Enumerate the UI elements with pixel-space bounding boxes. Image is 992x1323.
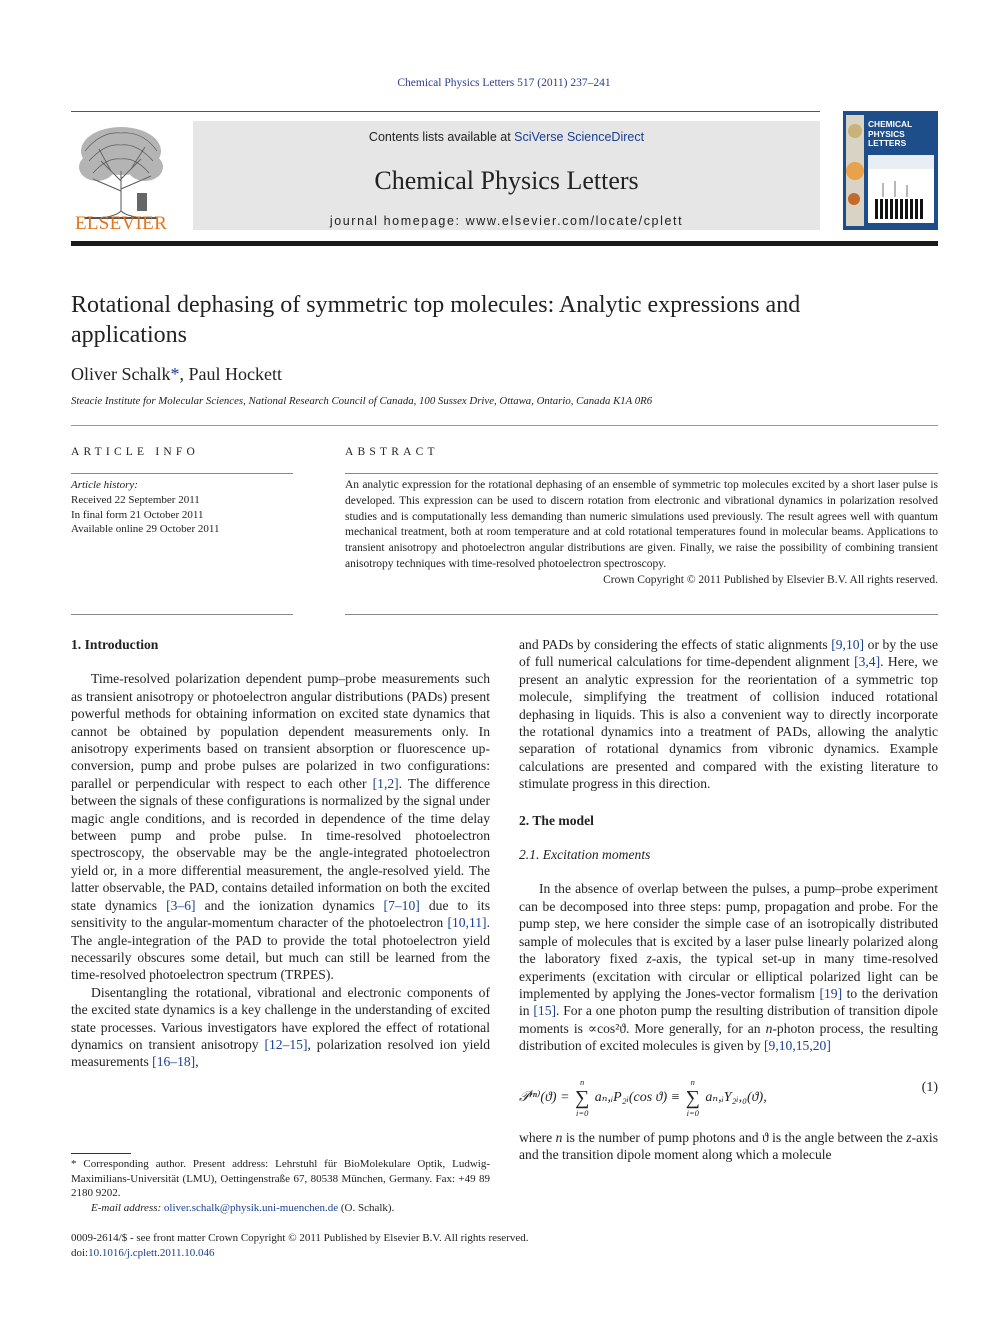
equation-term: aₙ,ᵢP₂ᵢ(cos ϑ) ≡ [594,1089,681,1105]
sum-lower-limit: i=0 [575,1107,589,1118]
sum-upper-limit: n [580,1076,585,1087]
corresponding-author-note [71,1157,490,1201]
homepage-url[interactable]: www.elsevier.com/locate/cplett [465,214,684,228]
journal-cover-thumbnail [843,111,938,230]
divider [71,473,293,474]
final-form-date: In final form 21 October 2011 [71,508,204,521]
text-run: -axis, the typical set-up in many time-resolved experiments (excitation with circular or elliptical polarized light can be implemented by applying the Jones-vector formalism [519,951,938,1001]
body-column-right [519,636,938,1163]
abstract-heading: ABSTRACT [345,446,439,458]
cover-title-line3: LETTERS [868,138,907,149]
sum-lower-limit: i=0 [686,1107,699,1118]
paragraph [519,880,938,1054]
divider [345,473,938,474]
text-run: due to its sensitivity to the angular-momentum character of the photoelectron [71,897,491,931]
paragraph [71,984,490,1071]
section-heading: 1. Introduction [71,637,159,652]
footnote-text: Corresponding author. Present address: Lehrstuhl für BioMolekulare Optik, Ludwig-Maximilians-Universität (LMU), Oettingenstraße 67, 80538 München, Germany. Fax: +49 89 2180 9202. [71,1158,490,1200]
author-separator: , [179,364,189,384]
email-label: E-mail address: [91,1201,164,1214]
email-link[interactable]: oliver.schalk@physik.uni-muenchen.de [163,1201,339,1214]
doi-link[interactable]: 10.1016/j.cplett.2011.10.046 [88,1246,215,1259]
divider [71,614,293,615]
contents-line [193,130,820,144]
text-run: -axis and the transition dipole moment along which a molecule [519,1129,939,1162]
online-date: Available online 29 October 2011 [71,523,220,536]
author-name: Oliver Schalk [71,364,171,384]
masthead-top-rule [71,111,820,112]
doi-line [71,1246,528,1261]
article-history [71,478,219,537]
math-symbol: z [906,1129,912,1145]
masthead-banner [193,121,820,230]
corresponding-author-marker[interactable]: * [170,364,180,384]
masthead-bottom-rule [71,241,938,246]
citation-link[interactable]: [9,10,15,20] [764,1038,831,1054]
text-run: to the derivation in [519,985,938,1019]
equation-term: aₙ,ᵢY₂ᵢ,₀(ϑ), [705,1089,767,1105]
issn-line: 0009-2614/$ - see front matter Crown Copyright © 2011 Published by Elsevier B.V. All rights reserved. [71,1232,529,1244]
text-run: is the number of pump photons and ϑ is the angle between the [562,1129,907,1145]
article-title: Rotational dephasing of symmetric top molecules: Analytic expressions and applications [71,292,801,348]
sum-upper-limit: n [690,1076,695,1087]
section-heading: 2. The model [519,812,594,828]
text-run: . For a one photon pump the resulting distribution of transition dipole moments is ∝cos²ϑ. More generally, for an [519,1003,938,1036]
text-run: . The angle-integration of the PAD to provide the total photoelectron yield necessarily obscures some detail, but much can still be learned from the time-resolved photoelectron spectrum (TRPES). [71,915,490,983]
homepage-prefix: journal homepage: [329,214,466,228]
divider [345,614,938,615]
math-symbol: z [646,951,652,967]
text-run: Disentangling the rotational, vibrational and electronic components of the excited state dynamics is a key challenge in the understanding of excited state processes. Various investigators have explored the effect of rotational dynamics on transient anisotropy [71,984,490,1052]
paragraph [71,670,490,983]
issn-doi-block [71,1231,528,1260]
citation-link[interactable]: [1,2] [372,775,399,791]
citation-link[interactable]: [10,11] [447,915,487,931]
text-run: . The difference between the signals of these configurations is normalized by the signal under magic angle conditions, and is recorded in dependence of the time delay between pump and probe pulse. In time-resolved photoelectron spectroscopy, the observable may be the angle-integrated photoelectron yield or, in a more differential measurement, the angle-resolved yield. The latter observable, the PAD, contains detailed information on both the excited state dynamics [71,775,490,913]
citation-link[interactable]: [7–10] [383,897,420,913]
abstract-text: An analytic expression for the rotational dephasing of an ensemble of symmetric top molecules excited by a short laser pulse is developed. This expression can be used to discern rotation from electronic and vibrational dynamics in polarization resolved studies and is computationally less demanding than numeric simulations used previously. The result agrees well with quantum mechanical treatment, both at room temperature and at cold rotational temperatures found in molecular beams. Applications to transient anisotropy and photoelectron angular distributions are given. Finally, we raise the possibility of combining transient anisotropy techniques with time-resolved photoelectron spectroscopy. [345,479,938,570]
elsevier-wordmark: ELSEVIER [74,213,168,234]
paragraph [519,1129,938,1164]
text-run: and PADs by considering the effects of static alignments [519,637,832,652]
summation-operator: n ∑ i=0 [575,1076,590,1118]
summation-operator: n ∑ i=0 [685,1076,700,1118]
subsection-heading: 2.1. Excitation moments [519,847,651,863]
text-run: Time-resolved polarization dependent pump–probe measurements such as transient anisotropy or photoelectron angular distributions (PADs) present powerful methods for obtaining information on excited state dynamics that cannot be obtained by population dependent measurements only. In anisotropy experiments based on transient absorption or fluorescence up-conversion, pump and probe pulses are polarized in two configurations: parallel or perpendicular with respect to each other [71,671,490,791]
spacer [519,793,938,812]
text-run: and the ionization dynamics [195,897,384,913]
citation-link[interactable]: [3–6] [166,897,196,913]
cover-title-line2: PHYSICS [868,128,905,139]
equation-lhs: 𝒫⁽ⁿ⁾(ϑ) = [519,1089,570,1105]
cover-title [868,120,912,149]
homepage-line [193,214,820,228]
paragraph [519,636,938,793]
citation-link[interactable]: [16–18] [152,1054,196,1070]
divider [71,425,938,426]
affiliation: Steacie Institute for Molecular Sciences, National Research Council of Canada, 100 Sussex Drive, Ottawa, Ontario, Canada K1A 0R6 [71,395,653,407]
author-list [71,364,282,385]
text-run: In the absence of overlap between the pulses, a pump–probe experiment can be decomposed into three steps: pump, propagation and probe. For the pump step, we here consider the simple case of an isotropically distributed sample of molecules that is excited by a laser pulse linearly polarized along the laboratory fixed [519,881,938,967]
history-label: Article history: [71,479,138,491]
text-run: , polarization resolved ion yield measurements [71,1036,490,1070]
author-name: Paul Hockett [188,364,282,384]
citation-link[interactable]: [12–15] [264,1036,308,1052]
text-run: , [195,1054,199,1070]
citation-link[interactable]: [3,4] [854,654,881,670]
abstract-copyright: Crown Copyright © 2011 Published by Elsevier B.V. All rights reserved. [603,573,938,586]
sciencedirect-link[interactable]: SciVerse ScienceDirect [514,130,645,144]
text-run: . Here, we present an analytic expression for the reorientation of a symmetric top molecule, simplifying the treatment of collision induced rotational dephasing in liquids. This is also a convenient way to directly incorporate the rotational dynamics into a treatment of PADs, allowing the analytic separation of rotational dynamics from vibronic dynamics. Example calculations are presented and compared with the existing literature to stimulate progress in this direction. [519,654,938,792]
email-line [71,1201,490,1216]
journal-reference[interactable]: Chemical Physics Letters 517 (2011) 237–241 [397,77,611,89]
contents-prefix: Contents lists available at [368,130,515,144]
equation-1 [519,1065,938,1121]
citation-link[interactable]: [15] [533,1003,557,1019]
math-symbol: n [555,1129,563,1145]
doi-prefix: doi: [71,1246,89,1259]
citation-link[interactable]: [19] [819,985,843,1001]
equation-body [519,1077,767,1119]
math-symbol: n [765,1020,773,1036]
text-run: where [519,1129,556,1145]
citation-link[interactable]: [9,10] [831,637,865,652]
email-suffix: (O. Schalk). [338,1201,395,1214]
masthead [71,111,938,247]
footnote-marker: * [71,1158,77,1170]
abstract-body [345,478,938,589]
footnote-rule [71,1153,131,1154]
equation-number: (1) [921,1079,938,1095]
body-column-left [71,636,490,1071]
text-run: -photon process, the resulting distribution of excited molecules is given by [519,1020,938,1054]
text-run: or by the use of full numerical calculations for time-dependent alignment [519,637,938,670]
footnote [71,1157,490,1215]
journal-title: Chemical Physics Letters [374,166,639,195]
article-info-heading: ARTICLE INFO [71,446,199,458]
received-date: Received 22 September 2011 [71,493,200,506]
cover-title-line1: CHEMICAL [868,119,913,129]
